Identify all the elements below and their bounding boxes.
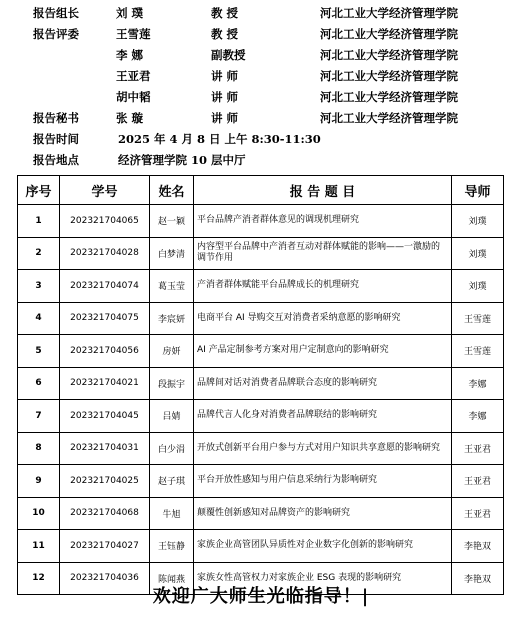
header-name: 姓名 [150,176,194,205]
welcome-footer: 欢迎广大师生光临指导！| [152,586,370,607]
reviewer-name: 王雪莲 [116,27,151,41]
cell-no: 7 [18,400,60,433]
cell-topic: 内容型平台品牌中产消者互动对群体赋能的影响——一激励的调节作用 [194,237,452,270]
reviewer-title: 教 授 [211,27,239,41]
cell-no: 3 [18,270,60,303]
cell-no: 2 [18,237,60,270]
cell-no: 4 [18,302,60,335]
cell-topic: 平台品牌产消者群体意见的调现机理研究 [194,205,452,238]
cell-student-id: 202321704056 [60,335,150,368]
cell-no: 8 [18,432,60,465]
reviewer-title: 副教授 [211,48,246,62]
cell-advisor: 刘璞 [452,205,504,238]
cell-no: 6 [18,367,60,400]
cell-student-id: 202321704065 [60,205,150,238]
reviewer-org: 河北工业大学经济管理学院 [320,48,458,62]
header-advisor: 导师 [452,176,504,205]
table-row [18,465,504,498]
table-row [18,335,504,368]
chair-title: 教 授 [211,6,239,20]
cell-student-name: 李宸妍 [150,302,194,335]
table-row [18,205,504,238]
cell-student-id: 202321704025 [60,465,150,498]
time-label: 报告时间 [33,132,79,146]
reviewer-org: 河北工业大学经济管理学院 [320,27,458,41]
cell-no: 10 [18,497,60,530]
table-row [18,497,504,530]
cell-student-id: 202321704027 [60,530,150,563]
cell-student-name: 王钰静 [150,530,194,563]
cell-advisor: 王亚君 [452,465,504,498]
cell-no: 9 [18,465,60,498]
reviewers-label: 报告评委 [33,27,79,41]
header-id: 学号 [60,176,150,205]
table-row [18,302,504,335]
cell-student-id: 202321704075 [60,302,150,335]
chair-org: 河北工业大学经济管理学院 [320,6,458,20]
cell-student-name: 段振宇 [150,367,194,400]
cell-advisor: 王亚君 [452,497,504,530]
table-row [18,237,504,270]
cell-student-id: 202321704045 [60,400,150,433]
cell-advisor: 王雪莲 [452,335,504,368]
secretary-title: 讲 师 [211,111,239,125]
place-value: 经济管理学院 10 层中厅 [118,153,246,167]
secretary-label: 报告秘书 [33,111,79,125]
cell-no: 11 [18,530,60,563]
chair-label: 报告组长 [33,6,79,20]
table-row [18,400,504,433]
cell-advisor: 刘璞 [452,237,504,270]
reviewer-org: 河北工业大学经济管理学院 [320,90,458,104]
cell-no: 1 [18,205,60,238]
cell-advisor: 刘璞 [452,270,504,303]
reviewer-name: 王亚君 [116,69,151,83]
cell-advisor: 李艳双 [452,530,504,563]
cell-student-id: 202321704031 [60,432,150,465]
cell-topic: 电商平台 AI 导购交互对消费者采纳意愿的影响研究 [194,302,452,335]
reviewer-name: 胡中韬 [116,90,151,104]
cell-student-id: 202321704021 [60,367,150,400]
cell-no: 12 [18,562,60,595]
table-header-row [18,176,504,205]
table-row [18,530,504,563]
cell-student-name: 房妍 [150,335,194,368]
table-row [18,270,504,303]
cell-topic: AI 产品定制参考方案对用户定制意向的影响研究 [194,335,452,368]
schedule-table [17,175,504,595]
cell-student-name: 陈闻燕 [150,562,194,595]
chair-name: 刘 璞 [116,6,144,20]
cell-student-name: 白少涓 [150,432,194,465]
header-no: 序号 [18,176,60,205]
cell-topic: 家族企业高管团队异质性对企业数字化创新的影响研究 [194,530,452,563]
cell-student-id: 202321704068 [60,497,150,530]
table-row [18,432,504,465]
cell-advisor: 李娜 [452,400,504,433]
reviewer-org: 河北工业大学经济管理学院 [320,69,458,83]
secretary-org: 河北工业大学经济管理学院 [320,111,458,125]
cell-student-name: 牛旭 [150,497,194,530]
cell-student-name: 赵一颖 [150,205,194,238]
cell-advisor: 王雪莲 [452,302,504,335]
cell-topic: 开放式创新平台用户参与方式对用户知识共享意愿的影响研究 [194,432,452,465]
cell-topic: 品牌间对话对消费者品牌联合态度的影响研究 [194,367,452,400]
place-label: 报告地点 [33,153,79,167]
cell-topic: 品牌代言人化身对消费者品牌联结的影响研究 [194,400,452,433]
cell-topic: 家族女性高管权力对家族企业 ESG 表现的影响研究 [194,562,452,595]
cell-student-name: 葛玉莹 [150,270,194,303]
cell-student-id: 202321704028 [60,237,150,270]
cell-topic: 产消者群体赋能平台品牌成长的机理研究 [194,270,452,303]
time-value: 2025 年 4 月 8 日 上午 8:30-11:30 [118,132,321,146]
secretary-name: 张 璇 [116,111,144,125]
cell-topic: 颠覆性创新感知对品牌资产的影响研究 [194,497,452,530]
cell-student-name: 赵子琪 [150,465,194,498]
cell-student-id: 202321704074 [60,270,150,303]
cell-student-name: 白梦清 [150,237,194,270]
reviewer-name: 李 娜 [116,48,144,62]
cell-advisor: 王亚君 [452,432,504,465]
cell-advisor: 李娜 [452,367,504,400]
cell-student-name: 吕婧 [150,400,194,433]
header-topic: 报 告 题 目 [194,176,452,205]
cell-no: 5 [18,335,60,368]
reviewer-title: 讲 师 [211,90,239,104]
cell-topic: 平台开放性感知与用户信息采纳行为影响研究 [194,465,452,498]
table-row [18,367,504,400]
cell-advisor: 李艳双 [452,562,504,595]
cell-student-id: 202321704036 [60,562,150,595]
reviewer-title: 讲 师 [211,69,239,83]
